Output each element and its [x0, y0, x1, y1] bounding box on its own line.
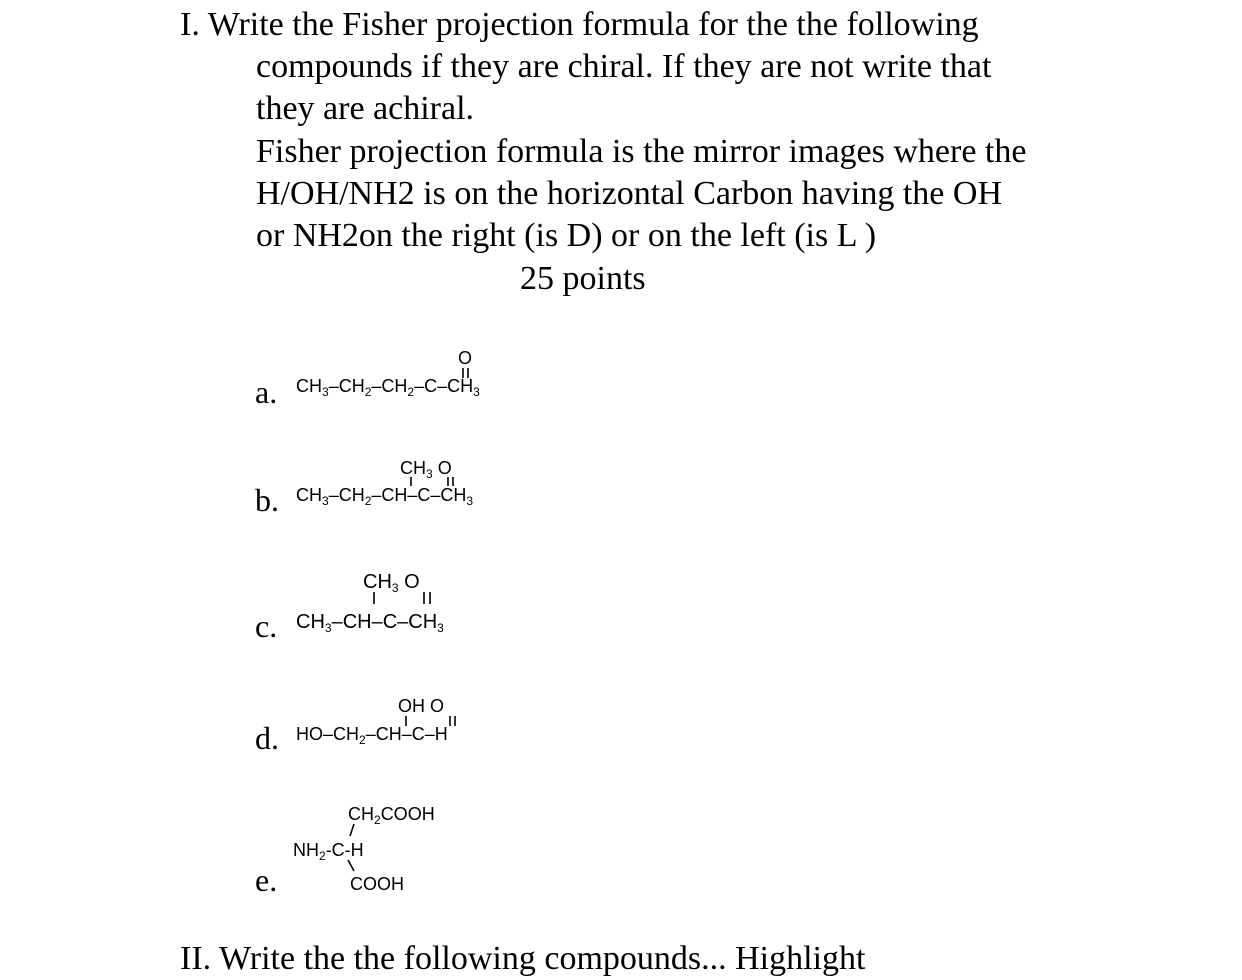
svg-text:O: O — [458, 348, 473, 368]
item-b-label: b. — [255, 482, 279, 518]
item-d-label: d. — [255, 720, 279, 756]
structure-e — [293, 804, 435, 894]
item-e-label: e. — [255, 862, 278, 898]
question-line-3: they are achiral. — [256, 90, 475, 127]
svg-text:OH O: OH O — [398, 696, 445, 716]
question-line-2: compounds if they are chiral. If they are not write that — [256, 48, 992, 85]
item-a-label: a. — [255, 374, 278, 410]
svg-text:COOH: COOH — [350, 874, 404, 894]
next-question-partial: II. Write the the following compounds... Highlight — [180, 940, 866, 977]
svg-text:CH2COOH: $CH_2COOH$ — [348, 804, 435, 827]
svg-text:HO–CH2–CH–C–H: $HO-CH_2-CH-C-H$ — [296, 724, 448, 747]
structure-b — [296, 458, 473, 508]
structure-a — [296, 348, 480, 399]
svg-text:CH3 O: $CH_3$ O — [400, 458, 452, 481]
item-c-label: c. — [255, 608, 278, 644]
svg-text:CH3–CH–C–CH3: $CH_3-CH-C-CH_3$ — [296, 611, 444, 635]
question-line-6: or NH2on the right (is D) or on the left (is L ) — [256, 217, 877, 254]
structure-c — [296, 571, 444, 635]
structure-d — [296, 696, 455, 747]
svg-text:CH3 O: $CH_3$ O — [363, 571, 420, 595]
points-label: 25 points — [520, 260, 646, 297]
question-line-1: I. Write the Fisher projection formula for the the following — [180, 6, 979, 43]
svg-text:NH2-C-H: $NH_2-C-H$ — [293, 840, 364, 863]
svg-text:CH3–CH2–CH2–C–CH3: $CH_3-CH_2-CH_2-C-CH_3$ — [296, 376, 480, 399]
question-line-5: H/OH/NH2 is on the horizontal Carbon having the OH — [256, 175, 1002, 212]
question-line-4: Fisher projection formula is the mirror images where the — [256, 133, 1027, 170]
svg-text:CH3–CH2–CH–C–CH3: $CH_3-CH_2-CH-C-CH_3$ — [296, 485, 474, 508]
